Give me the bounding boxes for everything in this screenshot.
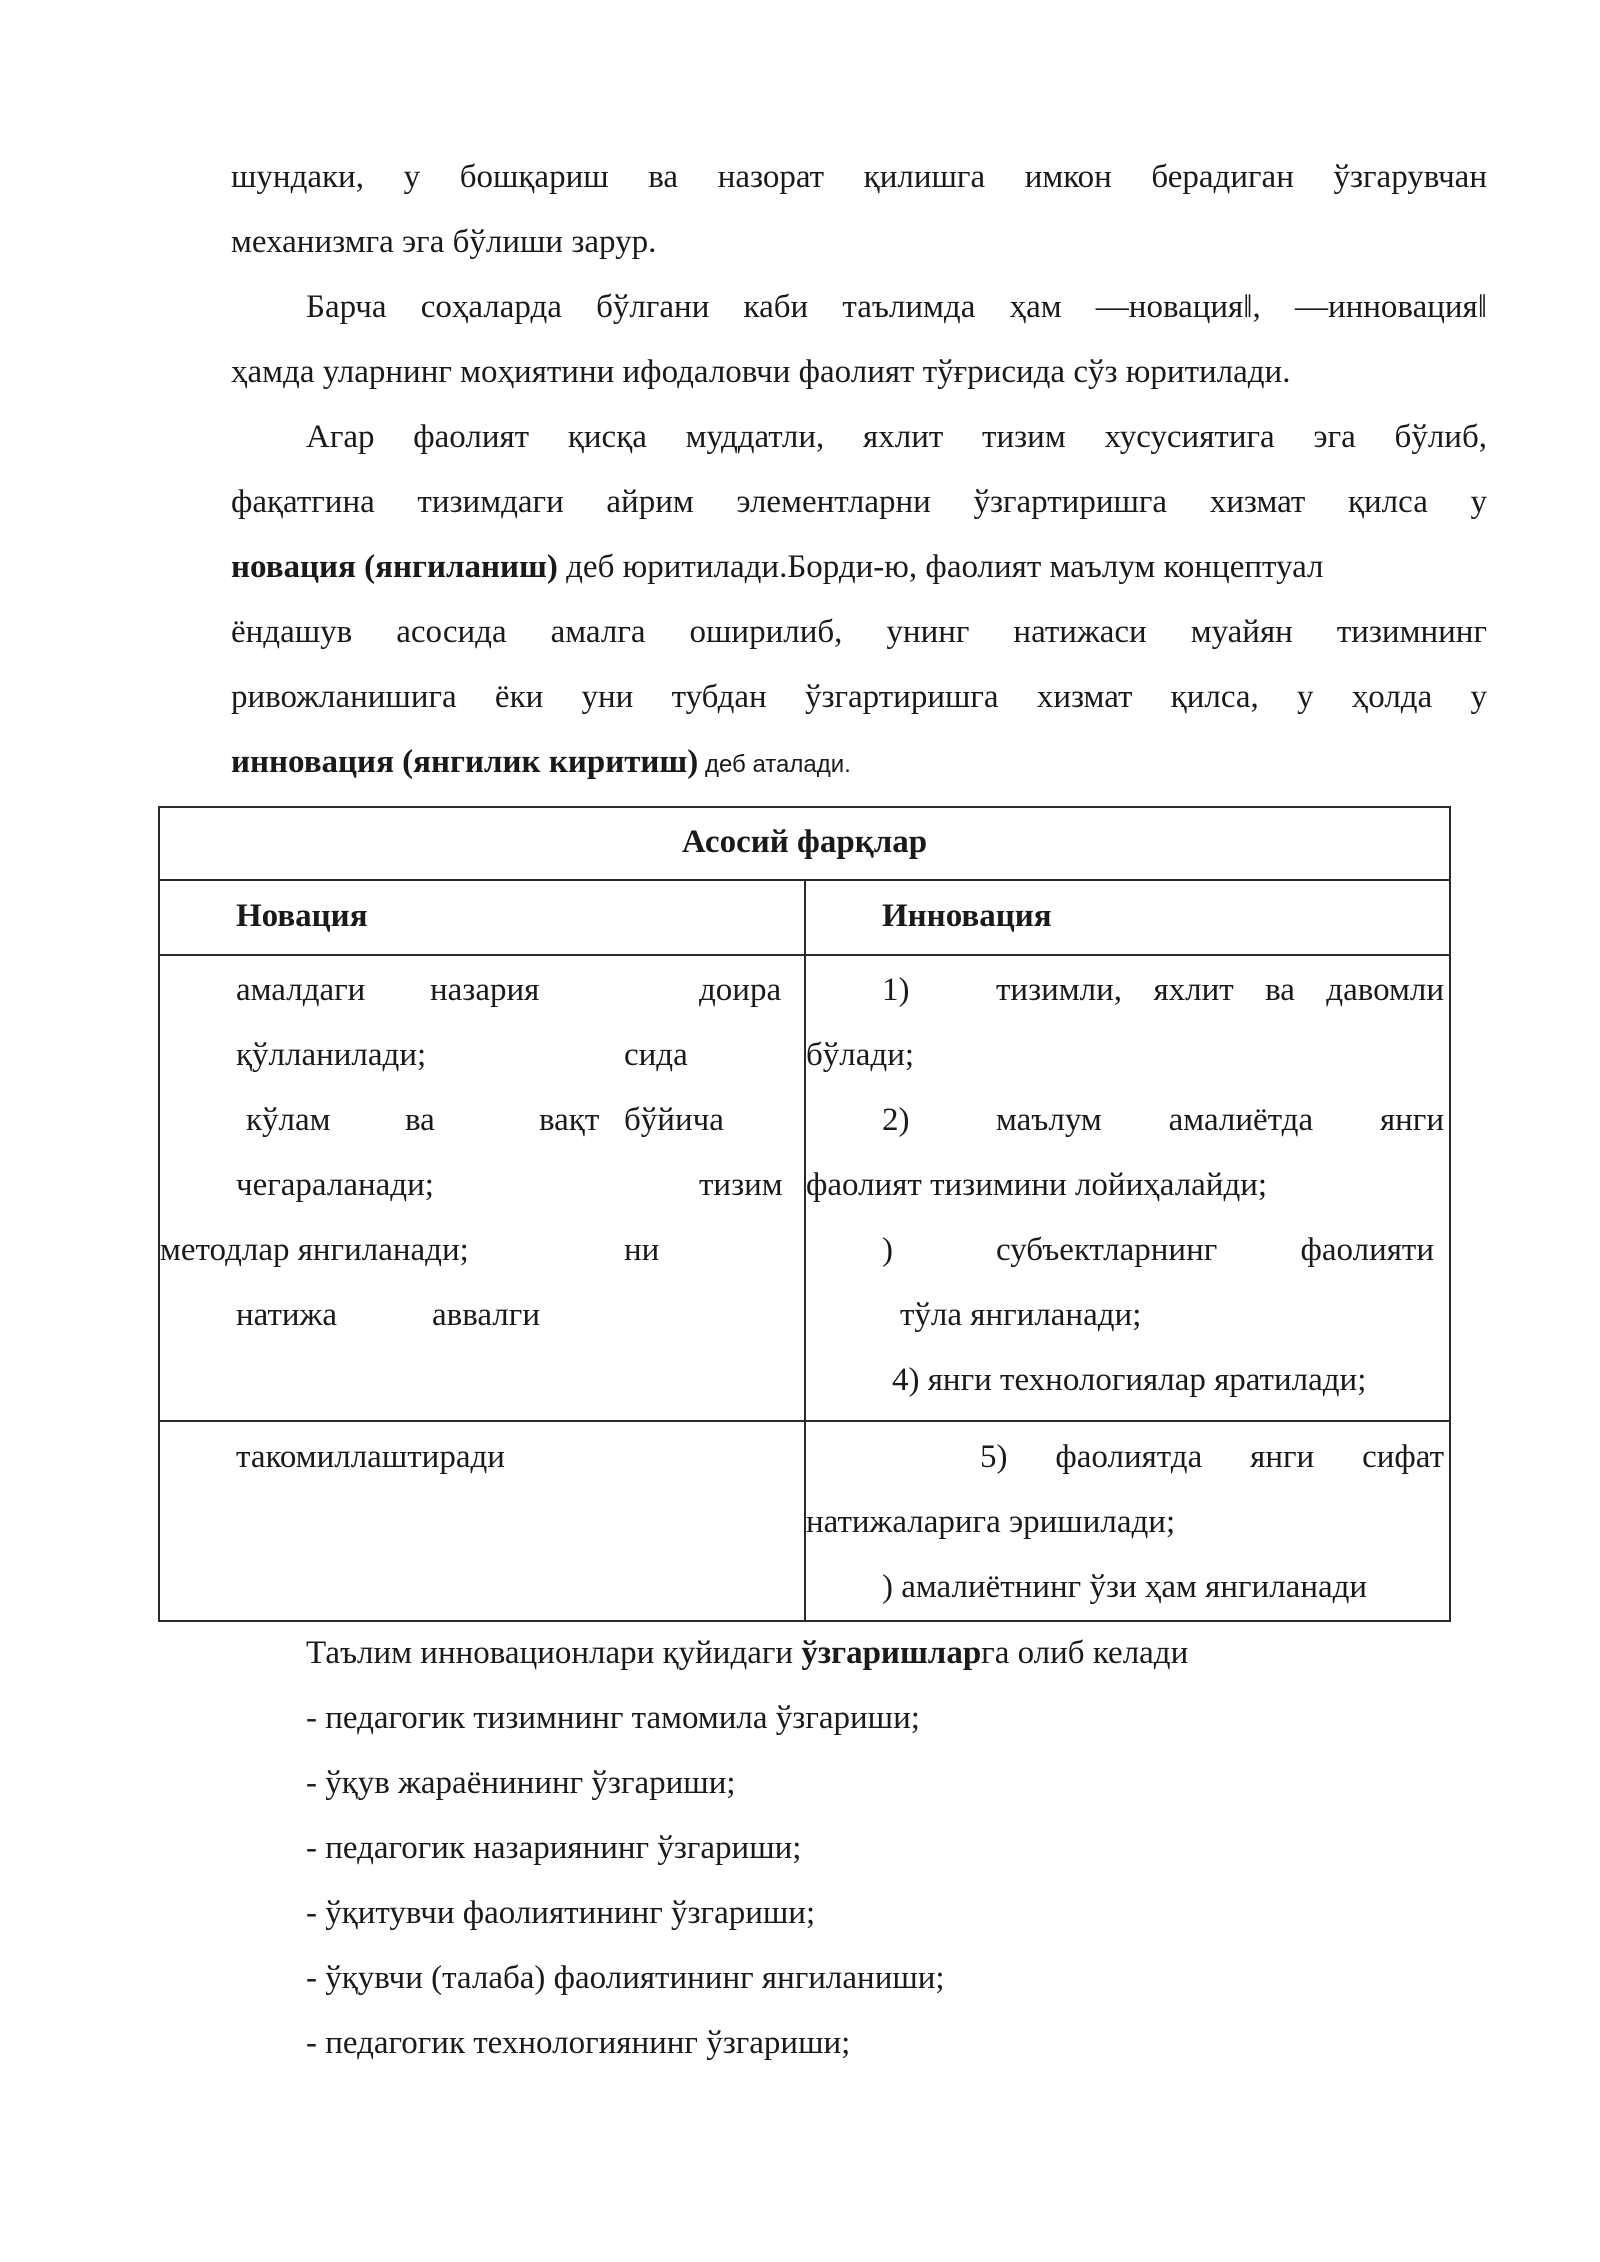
changes-list-item: - ўқувчи (талаба) фаолиятининг янгиланиши; <box>306 1960 945 1996</box>
paragraph-3-line-4: ёндашув асосида амалга оширилиб, унинг натижаси муайян тизимнинг <box>231 614 1487 650</box>
novation-cell-text: амалдаги <box>236 972 366 1008</box>
novation-cell-text: назария <box>430 972 540 1008</box>
novation-cell-text: бўйича <box>624 1102 724 1138</box>
novation-cell-text: кўлам <box>246 1102 331 1138</box>
table-border-left <box>158 806 160 1622</box>
paragraph-3-line-6 <box>231 742 851 785</box>
table-border-right <box>1449 806 1451 1622</box>
innovation-item-number: 2) <box>882 1102 910 1138</box>
changes-intro-after: га олиб келади <box>981 1635 1189 1671</box>
table-title: Асосий фарқлар <box>681 824 928 860</box>
innovation-item-text: тизимли, яхлит ва давомли <box>996 972 1444 1008</box>
changes-list-item: - педагогик тизимнинг тамомила ўзгариши; <box>306 1700 920 1736</box>
novation-cell-text: доира <box>699 972 782 1008</box>
innovation-item-number: 1) <box>882 972 910 1008</box>
novation-cell-text: чегараланади; <box>236 1167 434 1203</box>
novation-cell-text: методлар янгиланади; <box>160 1232 469 1268</box>
table-header-innovation: Инновация <box>882 898 1052 934</box>
changes-list-item: - педагогик назариянинг ўзгариши; <box>306 1830 802 1866</box>
term-innovation: инновация (янгилик киритиш) <box>231 744 699 780</box>
innovation-item-text: натижаларига эришилади; <box>806 1504 1176 1540</box>
novation-cell-text: қўлланилади; <box>236 1037 427 1073</box>
changes-list-item: - ўқитувчи фаолиятининг ўзгариши; <box>306 1895 816 1931</box>
paragraph-3-line-3-rest: деб юритилади.Борди-ю, фаолият маълум концептуал <box>557 549 1324 585</box>
paragraph-1-line-2: механизмга эга бўлиши зарур. <box>231 224 657 260</box>
innovation-item-number: ) <box>882 1232 893 1268</box>
novation-cell-text: сида <box>624 1037 688 1073</box>
novation-cell-text: тизим <box>699 1167 783 1203</box>
paragraph-3-line-6-rest: деб аталади. <box>698 751 851 778</box>
innovation-item-text: тўла янгиланади; <box>900 1297 1142 1333</box>
paragraph-3-line-3 <box>231 547 1487 587</box>
innovation-item-text: 4) янги технологиялар яратилади; <box>892 1362 1367 1398</box>
novation-cell-text: вақт <box>539 1102 600 1138</box>
paragraph-3-line-1: Агар фаолият қисқа муддатли, яхлит тизим хусусиятига эга бўлиб, <box>306 419 1487 455</box>
paragraph-3-line-5: ривожланишига ёки уни тубдан ўзгартиришга хизмат қилса, у ҳолда у <box>231 679 1487 715</box>
innovation-item-text: маълум амалиётда янги <box>996 1102 1444 1138</box>
innovation-item-text: 5) фаолиятда янги сифат <box>980 1439 1444 1475</box>
innovation-item-text: субъектларнинг фаолияти <box>996 1232 1434 1268</box>
paragraph-2-line-2: ҳамда уларнинг моҳиятини ифодаловчи фаолият тўғрисида сўз юритилади. <box>231 354 1291 390</box>
innovation-item-text: фаолият тизимини лойиҳалайди; <box>806 1167 1268 1203</box>
changes-intro-before: Таълим инновационлари қуйидаги <box>306 1635 802 1671</box>
novation-cell-text: натижа <box>236 1297 337 1333</box>
changes-list-item: - ўқув жараёнининг ўзгариши; <box>306 1765 736 1801</box>
paragraph-2-line-1: Барча соҳаларда бўлгани каби таълимда ҳам ―новация‖, ―инновация‖ <box>306 289 1487 325</box>
innovation-item-text: бўлади; <box>806 1037 915 1073</box>
changes-intro <box>306 1633 1188 1673</box>
paragraph-3-line-2: фақатгина тизимдаги айрим элементларни ўзгартиришга хизмат қилса у <box>231 484 1487 520</box>
innovation-item-text: ) амалиётнинг ўзи ҳам янгиланади <box>882 1569 1368 1605</box>
paragraph-1-line-1: шундаки, у бошқариш ва назорат қилишга имкон берадиган ўзгарувчан <box>231 159 1487 195</box>
changes-list-item: - педагогик технологиянинг ўзгариши; <box>306 2025 851 2061</box>
table-header-novation: Новация <box>236 898 368 934</box>
changes-intro-bold: ўзгаришлар <box>801 1635 982 1671</box>
novation-cell-text: аввалги <box>432 1297 540 1333</box>
novation-cell-text: ни <box>624 1232 660 1268</box>
novation-cell-text: такомиллаштиради <box>236 1439 505 1475</box>
term-novation: новация (янгиланиш) <box>231 549 558 585</box>
table-border-top <box>158 806 1451 808</box>
novation-cell-text: ва <box>405 1102 435 1138</box>
